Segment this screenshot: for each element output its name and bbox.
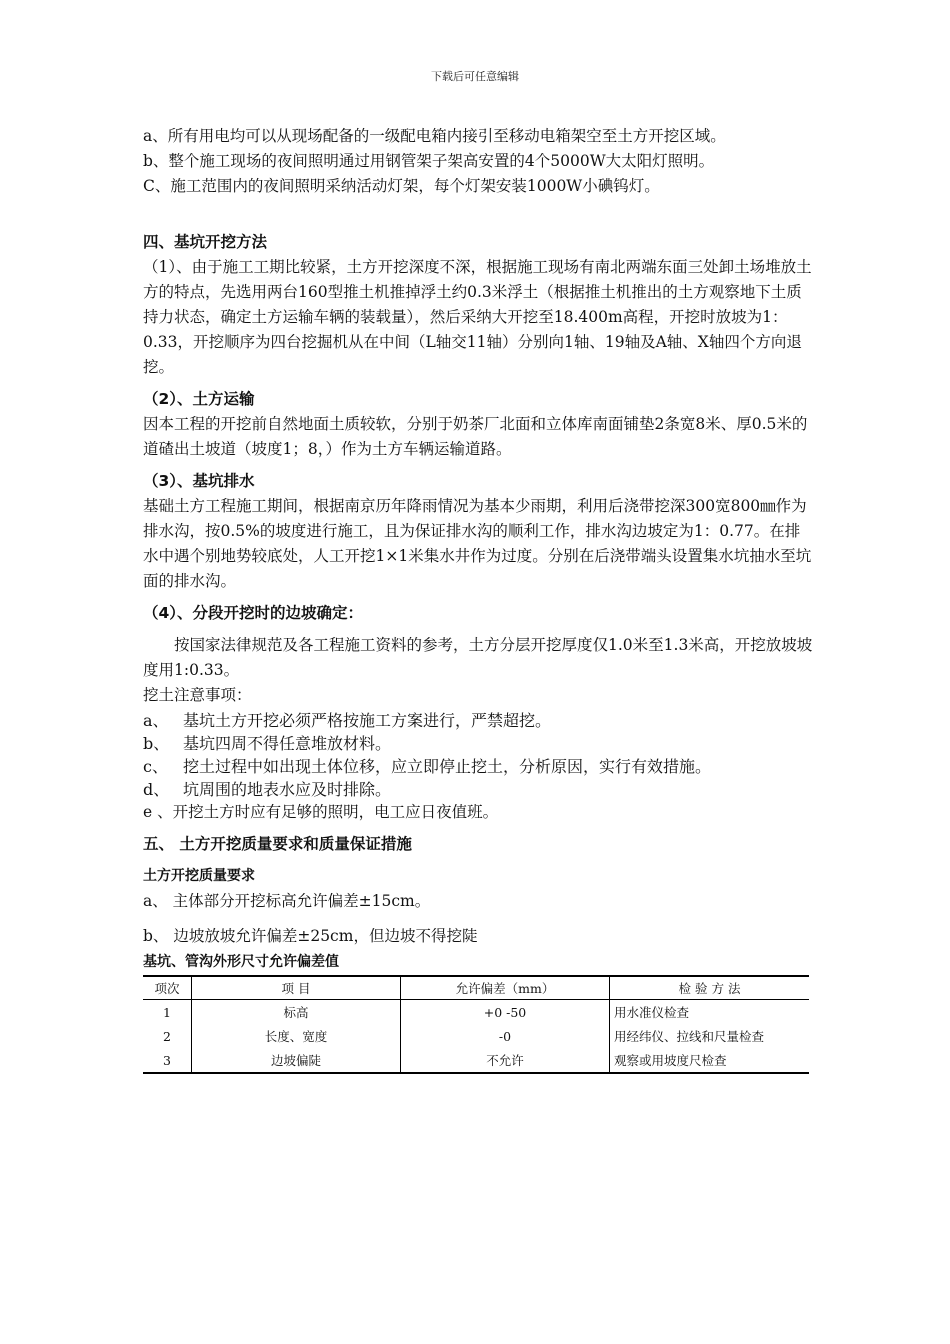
header-index: 项次 <box>143 976 192 1000</box>
power-item-a: a、所有用电均可以从现场配备的一级配电箱内接引至移动电箱架空至土方开挖区域。 <box>143 127 726 145</box>
cell-item: 长度、宽度 <box>192 1024 401 1048</box>
page-header: 下载后可任意编辑 <box>431 70 519 83</box>
note-key: a、 <box>143 711 169 730</box>
note-key: d、 <box>143 780 170 799</box>
note-text: 基坑土方开挖必须严格按施工方案进行，严禁超挖。 <box>183 711 552 730</box>
note-text: 坑周围的地表水应及时排除。 <box>183 780 392 799</box>
section-4-4-title: （4）、分段开挖时的边坡确定： <box>143 604 364 622</box>
cell-tolerance: +0 -50 <box>401 1000 610 1025</box>
section-4-3-text: 基础土方工程施工期间，根据南京历年降雨情况为基本少雨期，利用后浇带挖深300宽800㎜作为排水沟，按0.5%的坡度进行施工，且为保证排水沟的顺利工作，排水沟边坡定为1：0.77。在排水中遇个别地势较底处，人工开挖1×1米集水井作为过度。分别在后浇带端头设置集水坑抽水至坑面的排水沟。 <box>143 497 812 590</box>
note-item <box>143 754 813 777</box>
cell-item: 边坡偏陡 <box>192 1048 401 1073</box>
note-item <box>143 777 813 800</box>
note-item <box>143 731 813 754</box>
section-4-2-title: （2）、土方运输 <box>143 390 255 408</box>
section-5-title: 五、 土方开挖质量要求和质量保证措施 <box>143 835 412 853</box>
table-row <box>143 1000 809 1025</box>
table-header-row <box>143 976 809 1000</box>
cell-method: 观察或用坡度尺检查 <box>614 1053 727 1068</box>
cell-method: 用经纬仪、拉线和尺量检查 <box>614 1029 765 1044</box>
cell-index: 1 <box>143 1000 192 1025</box>
quality-item-b: b、 边坡放坡允许偏差±25cm，但边坡不得挖陡 <box>143 927 478 945</box>
note-key: b、 <box>143 734 170 753</box>
note-key: c、 <box>143 757 168 776</box>
cell-index: 3 <box>143 1048 192 1073</box>
power-item-b: b、整个施工现场的夜间照明通过用钢管架子架高安置的4个5000W大太阳灯照明。 <box>143 152 715 170</box>
cell-index: 2 <box>143 1024 192 1048</box>
table-caption: 基坑、管沟外形尺寸允许偏差值 <box>143 954 339 970</box>
header-tolerance: 允许偏差（mm） <box>401 976 610 1000</box>
note-text: 基坑四周不得任意堆放材料。 <box>183 734 392 753</box>
note-item-e: e 、开挖土方时应有足够的照明，电工应日夜值班。 <box>143 803 499 821</box>
cell-method: 用水准仪检查 <box>614 1005 690 1020</box>
notes-title: 挖土注意事项： <box>143 686 252 704</box>
section-5-subtitle: 土方开挖质量要求 <box>143 868 255 884</box>
section-4-3-title: （3）、基坑排水 <box>143 472 255 490</box>
section-4-4-text: 按国家法律规范及各工程施工资料的参考，土方分层开挖厚度仅1.0米至1.3米高，开挖放坡坡度用1:0.33。 <box>143 636 813 679</box>
table-row <box>143 1024 809 1048</box>
note-text: 挖土过程中如出现土体位移，应立即停止挖土，分析原因，实行有效措施。 <box>183 757 712 776</box>
section-4-paragraph-1: （1）、由于施工工期比较紧，土方开挖深度不深，根据施工现场有南北两端东面三处卸土场堆放土方的特点，先选用两台160型推土机推掉浮土约0.3米浮土（根据推土机推出的土方观察地下土质持力状态，确定土方运输车辆的装载量），然后采纳大开挖至18.400m高程，开挖时放坡为1：0.33，开挖顺序为四台挖掘机从在中间（L轴交11轴）分别向1轴、19轴及A轴、X轴四个方向退挖。 <box>143 258 812 376</box>
cell-tolerance: 不允许 <box>401 1048 610 1073</box>
header-item: 项 目 <box>192 976 401 1000</box>
section-4-2-text: 因本工程的开挖前自然地面土质较软，分别于奶茶厂北面和立体库南面铺垫2条宽8米、厚0.5米的道碴出土坡道（坡度1；8，）作为土方车辆运输道路。 <box>143 415 808 458</box>
table-row <box>143 1048 809 1073</box>
cell-tolerance: -0 <box>401 1024 610 1048</box>
document-body <box>143 124 813 1074</box>
tolerance-table <box>143 975 809 1074</box>
power-item-c: C、施工范围内的夜间照明采纳活动灯架，每个灯架安装1000W小碘钨灯。 <box>143 177 660 195</box>
quality-item-a: a、 主体部分开挖标高允许偏差±15cm。 <box>143 892 431 910</box>
note-item <box>143 708 813 731</box>
section-4-title: 四、基坑开挖方法 <box>143 233 268 251</box>
cell-item: 标高 <box>192 1000 401 1025</box>
header-method: 检 验 方 法 <box>678 981 741 996</box>
